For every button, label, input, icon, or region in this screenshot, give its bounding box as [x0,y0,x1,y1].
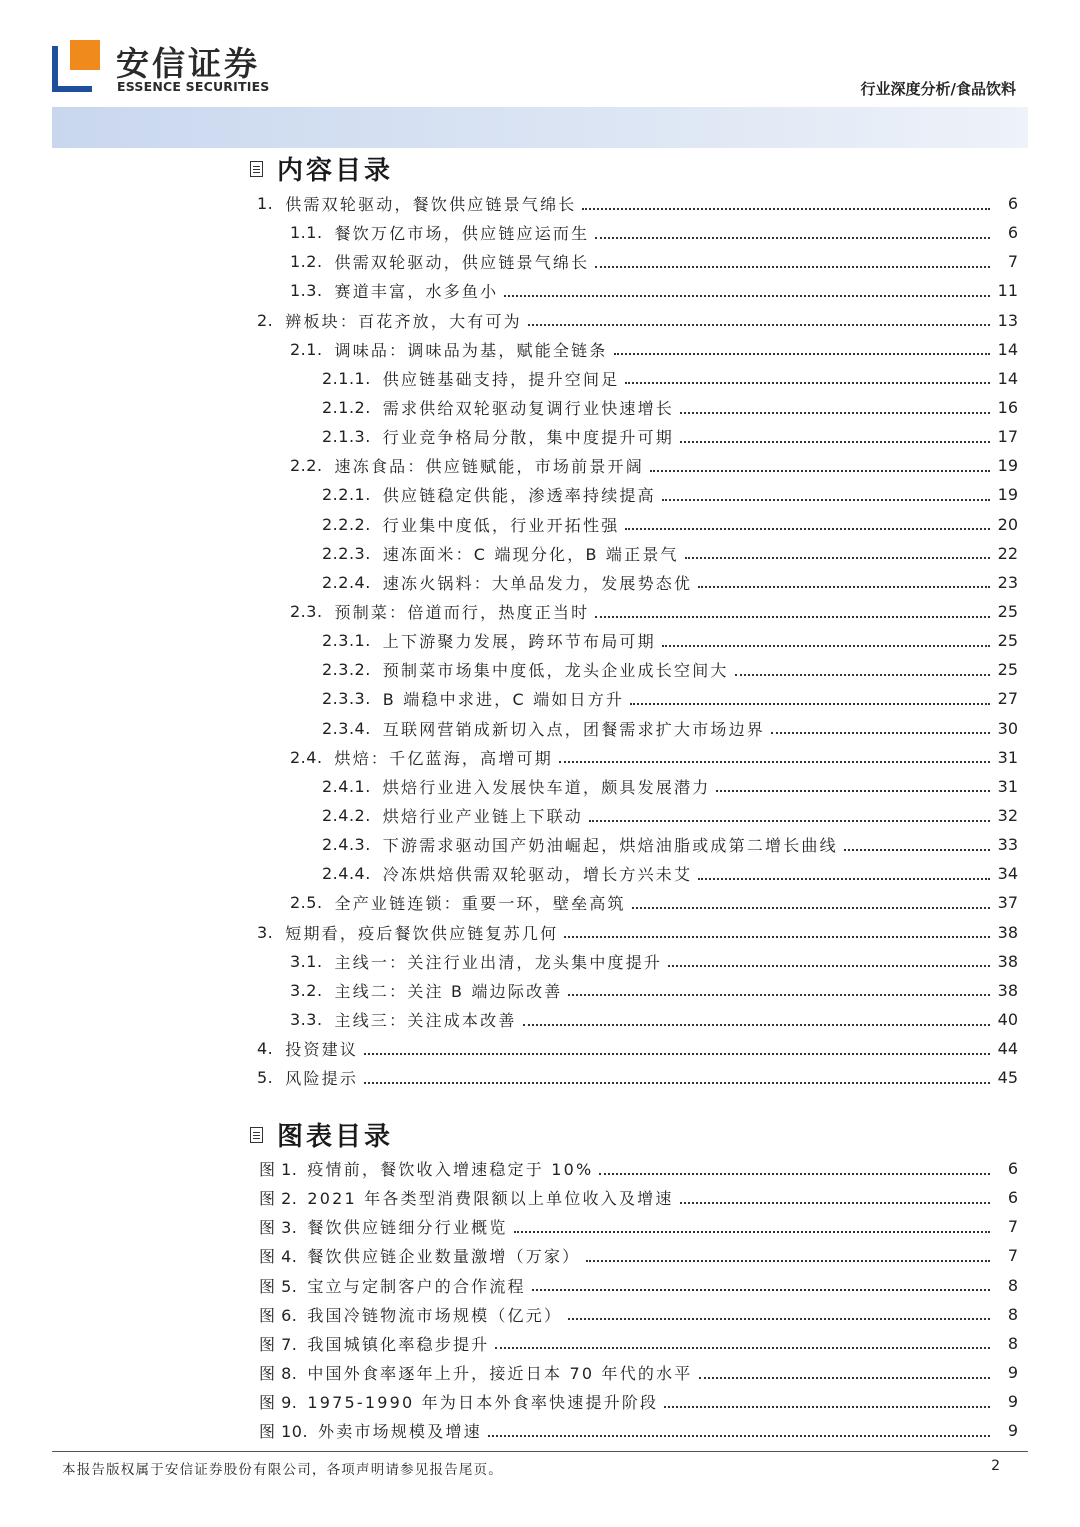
dot-leader [680,412,990,414]
entry-number: 2.3. [290,602,323,622]
figures-list [0,1154,1080,1445]
toc-entry[interactable] [0,451,1080,480]
header-band [52,107,1028,148]
dot-leader [364,1053,990,1055]
toc-entry[interactable] [0,597,1080,626]
toc-entry[interactable] [0,306,1080,335]
dot-leader [680,1202,990,1204]
entry-title: 供应链基础支持，提升空间足 [382,369,620,389]
toc-entry[interactable] [0,714,1080,743]
entry-page: 14 [997,368,1018,388]
entry-number: 1.1. [290,223,323,243]
dot-leader [668,965,990,967]
entry-title: 主线三：关注成本改善 [334,1011,517,1030]
entry-title: 速冻火锅料：大单品发力，发展势态优 [382,573,693,593]
entry-number: 图 1. [259,1160,298,1180]
entry-number: 2.4. [290,747,323,767]
entry-number: 2.3.2. [322,660,371,680]
entry-number: 2.2.4. [322,572,371,592]
entry-page: 13 [997,310,1018,330]
entry-number: 2.3.3. [322,689,371,709]
figure-entry[interactable] [0,1329,1080,1358]
figure-entry[interactable] [0,1212,1080,1241]
dot-leader [662,499,990,501]
entry-title: 速冻面米：C 端现分化，B 端正景气 [382,544,679,564]
entry-title: 供需双轮驱动，餐饮供应链景气绵长 [285,195,577,215]
entry-title: 中国外食率逐年上升，接近日本 70 年代的水平 [307,1364,693,1384]
toc-entry[interactable] [0,772,1080,801]
entry-number: 2.2. [290,456,323,476]
toc-entry[interactable] [0,918,1080,947]
toc-entry[interactable] [0,1034,1080,1063]
entry-page: 34 [997,864,1018,884]
dot-leader [488,1435,990,1437]
toc-entry[interactable] [0,976,1080,1005]
entry-title: 我国冷链物流市场规模（亿元） [307,1305,563,1325]
dot-leader [632,907,990,909]
dot-leader [630,703,990,705]
entry-title: 主线二：关注 B 端边际改善 [334,981,563,1001]
entry-number: 图 9. [259,1393,298,1413]
entry-page: 6 [1007,1159,1018,1179]
toc-list [0,189,1080,1092]
dot-leader [586,1260,990,1262]
entry-number: 1. [257,194,274,214]
entry-page: 44 [997,1039,1018,1059]
entry-page: 31 [997,776,1018,796]
toc-entry[interactable] [0,189,1080,218]
entry-page: 37 [997,893,1018,913]
toc-entry[interactable] [0,480,1080,509]
toc-entry[interactable] [0,626,1080,655]
logo-text-cn: 安信证券 [116,44,260,83]
entry-number: 2.1.3. [322,427,371,447]
entry-page: 22 [997,543,1018,563]
document-icon [250,1127,263,1143]
entry-page: 7 [1007,1246,1018,1266]
entry-title: 1975-1990 年为日本外食率快速提升阶段 [307,1393,659,1413]
figure-entry[interactable] [0,1154,1080,1183]
entry-page: 27 [997,689,1018,709]
toc-entry[interactable] [0,247,1080,276]
dot-leader [716,790,990,792]
toc-entry[interactable] [0,947,1080,976]
figure-entry[interactable] [0,1416,1080,1445]
entry-page: 25 [997,631,1018,651]
entry-page: 25 [997,602,1018,622]
toc-entry[interactable] [0,510,1080,539]
figure-entry[interactable] [0,1358,1080,1387]
entry-page: 17 [997,427,1018,447]
toc-entry[interactable] [0,684,1080,713]
toc-entry[interactable] [0,743,1080,772]
toc-entry[interactable] [0,422,1080,451]
entry-page: 14 [997,339,1018,359]
entry-title: 外卖市场规模及增速 [318,1422,482,1442]
entry-page: 9 [1007,1421,1018,1441]
dot-leader [595,616,990,618]
entry-page: 33 [997,835,1018,855]
entry-number: 图 2. [259,1189,298,1209]
footer-divider [52,1451,1028,1452]
entry-title: 餐饮万亿市场，供应链应运而生 [334,224,590,244]
entry-page: 8 [1007,1275,1018,1295]
entry-number: 1.3. [290,281,323,301]
entry-page: 19 [997,485,1018,505]
entry-number: 3.3. [290,1010,323,1029]
entry-title: 我国城镇化率稳步提升 [307,1334,490,1354]
entry-number: 2.3.4. [322,718,371,738]
entry-number: 3. [257,922,274,942]
dot-leader [699,1377,991,1379]
dot-leader [735,674,990,676]
dot-leader [685,557,990,559]
logo-text-en: ESSENCE SECURITIES [117,79,270,94]
entry-page: 25 [997,660,1018,680]
entry-title: 餐饮供应链细分行业概览 [307,1218,508,1238]
dot-leader [528,324,990,326]
entry-title: 供应链稳定供能，渗透率持续提高 [382,486,656,506]
dot-leader [568,1318,990,1320]
entry-number: 2.3.1. [322,631,371,651]
dot-leader [514,1231,990,1233]
entry-title: 冷冻烘焙供需双轮驱动，增长方兴未艾 [382,865,693,885]
footer-disclaimer: 本报告版权属于安信证券股份有限公司，各项声明请参见报告尾页。 [62,1462,503,1478]
dot-leader [532,1289,990,1291]
entry-number: 2.1.1. [322,368,371,388]
report-category: 行业深度分析/食品饮料 [860,80,1016,98]
entry-number: 1.2. [290,252,323,272]
toc-entry[interactable] [0,539,1080,568]
entry-page: 38 [997,951,1018,971]
entry-number: 图 5. [259,1276,298,1296]
dot-leader [662,645,990,647]
entry-title: 主线一：关注行业出清，龙头集中度提升 [334,952,663,972]
toc-entry[interactable] [0,859,1080,888]
entry-title: 烘焙行业产业链上下联动 [382,807,583,827]
entry-title: 餐饮供应链企业数量激增（万家） [307,1247,581,1267]
dot-leader [664,1406,990,1408]
entry-number: 图 7. [259,1334,298,1354]
entry-title: 短期看，疫后餐饮供应链复苏几何 [285,923,559,943]
entry-page: 23 [997,572,1018,592]
entry-page: 8 [1007,1304,1018,1324]
entry-number: 图 8. [259,1364,298,1384]
figure-entry[interactable] [0,1183,1080,1212]
dot-leader [771,732,990,734]
entry-title: 速冻食品：供应链赋能，市场前景开阔 [334,457,644,477]
entry-title: 互联网营销成新切入点，团餐需求扩大市场边界 [382,719,765,739]
entry-title: 烘焙：千亿蓝海，高增可期 [334,748,553,768]
entry-number: 图 3. [259,1218,298,1238]
entry-page: 45 [997,1068,1018,1088]
dot-leader [564,936,990,938]
entry-title: 预制菜：倍道而行，热度正当时 [334,603,590,623]
entry-page: 6 [1007,194,1018,214]
entry-page: 11 [997,281,1018,301]
entry-title: 宝立与定制客户的合作流程 [307,1276,526,1296]
toc-entry[interactable] [0,393,1080,422]
figure-entry[interactable] [0,1387,1080,1416]
figure-entry[interactable] [0,1271,1080,1300]
entry-title: 供需双轮驱动，供应链景气绵长 [334,253,590,273]
dot-leader [625,528,990,530]
entry-page: 7 [1007,252,1018,272]
entry-title: 2021 年各类型消费限额以上单位收入及增速 [307,1189,674,1209]
entry-page: 6 [1007,1188,1018,1208]
entry-page: 6 [1007,223,1018,243]
entry-page: 9 [1007,1392,1018,1412]
document-icon [250,161,263,177]
entry-number: 4. [257,1039,274,1059]
dot-leader [625,382,990,384]
entry-number: 2.1. [290,339,323,359]
entry-number: 2.4.3. [322,835,371,855]
entry-page: 7 [1007,1217,1018,1237]
dot-leader [589,820,990,822]
entry-number: 2.4.4. [322,864,371,884]
entry-page: 8 [1007,1333,1018,1353]
dot-leader [844,849,990,851]
entry-page: 40 [997,1010,1018,1029]
entry-page: 9 [1007,1363,1018,1383]
entry-number: 2. [257,310,274,330]
toc-entry[interactable] [0,568,1080,597]
entry-number: 2.1.2. [322,398,371,418]
entry-page: 20 [997,514,1018,534]
entry-number: 2.2.2. [322,514,371,534]
toc-entry[interactable] [0,655,1080,684]
dot-leader [599,1173,990,1175]
entry-page: 30 [997,718,1018,738]
dot-leader [364,1082,990,1084]
figure-entry[interactable] [0,1300,1080,1329]
entry-page: 19 [997,456,1018,476]
entry-page: 38 [997,922,1018,942]
entry-title: 预制菜市场集中度低，龙头企业成长空间大 [382,661,729,681]
entry-title: 上下游聚力发展，跨环节布局可期 [382,632,656,652]
figures-heading: 图表目录 [250,1116,393,1153]
dot-leader [582,208,990,210]
dot-leader [680,441,990,443]
entry-title: 投资建议 [285,1040,359,1060]
entry-title: 行业竞争格局分散，集中度提升可期 [382,428,674,448]
entry-number: 5. [257,1068,274,1088]
logo-icon [52,40,100,92]
dot-leader [614,353,990,355]
page-number: 2 [991,1458,1000,1474]
entry-title: 风险提示 [285,1069,359,1089]
toc-entry[interactable] [0,276,1080,305]
dot-leader [559,761,990,763]
entry-number: 2.2.3. [322,543,371,563]
entry-page: 31 [997,747,1018,767]
entry-title: 赛道丰富，水多鱼小 [334,282,499,302]
entry-number: 3.1. [290,951,323,971]
entry-number: 2.4.2. [322,806,371,826]
dot-leader [504,295,990,297]
dot-leader [595,237,990,239]
toc-entry[interactable] [0,830,1080,859]
entry-title: 调味品：调味品为基，赋能全链条 [334,340,608,360]
dot-leader [650,470,990,472]
entry-number: 2.4.1. [322,776,371,796]
toc-entry[interactable] [0,1063,1080,1092]
entry-title: 行业集中度低，行业开拓性强 [382,515,620,535]
toc-heading: 内容目录 [250,150,393,187]
entry-page: 32 [997,806,1018,826]
dot-leader [595,266,990,268]
dot-leader [698,586,990,588]
entry-title: B 端稳中求进，C 端如日方升 [382,690,625,710]
dot-leader [523,1024,990,1026]
dot-leader [698,878,990,880]
entry-title: 需求供给双轮驱动复调行业快速增长 [382,399,674,419]
entry-title: 烘焙行业进入发展快车道，颇具发展潜力 [382,777,711,797]
dot-leader [568,994,990,996]
entry-title: 辨板块：百花齐放，大有可为 [285,311,522,331]
entry-number: 图 4. [259,1247,298,1267]
entry-number: 2.2.1. [322,485,371,505]
entry-number: 图 10. [259,1422,309,1442]
entry-title: 下游需求驱动国产奶油崛起，烘焙油脂或成第二增长曲线 [382,836,838,856]
toc-entry[interactable] [0,1005,1080,1034]
figure-entry[interactable] [0,1241,1080,1270]
entry-number: 3.2. [290,980,323,1000]
toc-entry[interactable] [0,218,1080,247]
entry-page: 38 [997,980,1018,1000]
entry-number: 图 6. [259,1305,298,1325]
entry-page: 16 [997,398,1018,418]
entry-number: 2.5. [290,893,323,913]
toc-entry[interactable] [0,335,1080,364]
toc-entry[interactable] [0,888,1080,917]
entry-title: 疫情前，餐饮收入增速稳定于 10% [307,1160,594,1180]
dot-leader [495,1347,990,1349]
toc-entry[interactable] [0,364,1080,393]
page-header [0,0,1080,150]
entry-title: 全产业链连锁：重要一环，壁垒高筑 [334,894,626,914]
toc-entry[interactable] [0,801,1080,830]
